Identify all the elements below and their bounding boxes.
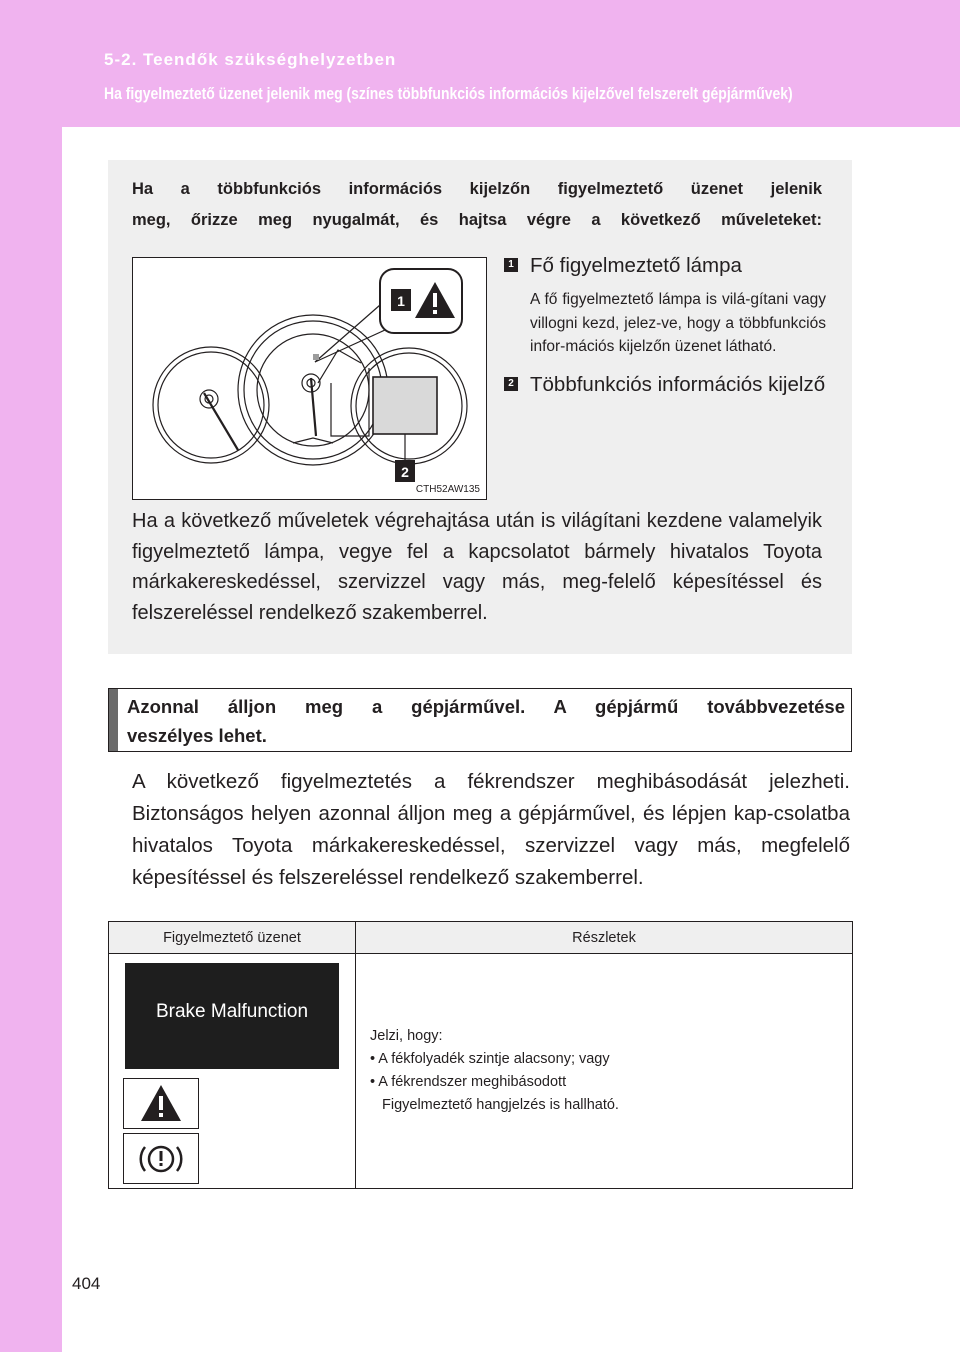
warning-accent — [109, 689, 118, 751]
details-text — [356, 1025, 852, 1117]
callout-title: Többfunkciós információs kijelző — [530, 372, 826, 396]
callout-number: 2 — [504, 377, 518, 391]
warning-triangle-icon — [123, 1078, 199, 1129]
page-header — [0, 0, 960, 127]
page-number: 404 — [72, 1274, 101, 1293]
table-row — [109, 954, 853, 1189]
warning-bar — [108, 688, 852, 752]
warning-text — [127, 692, 845, 750]
followup-paragraph: Ha a következő műveletek végrehajtása után is világítani kezdene valamelyik figyelmeztető lámpa, vegye fel a kapcsolatot bármely hivatalos Toyota márkakereskedéssel, szervizzel vagy más, meg-felelő képesítéssel és felszereléssel rendelkező szakemberrel. — [132, 510, 822, 624]
intro-line-1: Ha a többfunkciós információs kijelzőn figyelmeztető üzenet jelenik — [132, 180, 822, 198]
figure-code: CTH52AW135 — [415, 484, 480, 495]
callout-item — [504, 250, 826, 359]
display-message-text: Brake Malfunction — [155, 1001, 309, 1022]
warning-line-1: Azonnal álljon meg a gépjárművel. A gépjármű továbbvezetése — [127, 696, 845, 717]
body-paragraph: A következő figyelmeztetés a fékrendszer meghibásodását jelezheti. Biztonságos helyen azonnal álljon meg a gépjárművel, és lépjen kap-csolatba hivatalos Toyota márkakereskedéssel, szervizzel vagy más, megfelelő képesítéssel és felszereléssel rendelkező szakemberrel. — [132, 770, 850, 889]
intro-text — [132, 174, 822, 236]
instrument-cluster-figure — [132, 257, 487, 500]
callout-number: 1 — [504, 258, 518, 272]
figure-marker-2: 2 — [401, 464, 409, 480]
callout-title: Fő figyelmeztető lámpa — [530, 254, 742, 277]
message-cell — [109, 954, 356, 1189]
warning-line-2: veszélyes lehet. — [127, 725, 267, 746]
table-header-row — [109, 922, 853, 954]
column-header-details: Részletek — [356, 922, 853, 954]
callout-item — [504, 369, 826, 401]
figure-marker-1: 1 — [397, 293, 405, 309]
details-note: Figyelmeztető hangjelzés is hallható. — [382, 1097, 619, 1113]
warning-message-table — [108, 921, 853, 1189]
callout-description: A fő figyelmeztető lámpa is vilá-gítani vagy villogni kezd, jelez-ve, hogy a többfunkciós infor-mációs kijelzőn üzenet látható. — [530, 291, 826, 355]
brake-warning-icon — [123, 1133, 199, 1184]
callout-list — [504, 250, 826, 409]
details-cell — [356, 954, 853, 1189]
message-display-area — [109, 954, 355, 1188]
column-header-message: Figyelmeztető üzenet — [109, 922, 356, 954]
details-intro: Jelzi, hogy: — [370, 1028, 443, 1044]
section-title: 5-2. Teendők szükséghelyzetben — [104, 50, 397, 69]
instrument-cluster-illustration — [133, 258, 486, 499]
section-subtitle: Ha figyelmeztető üzenet jelenik meg (színes többfunkciós információs kijelzővel felszerelt gépjárművek) — [104, 84, 793, 103]
details-item: • A fékfolyadék szintje alacsony; vagy — [370, 1051, 610, 1067]
details-item: • A fékrendszer meghibásodott — [370, 1074, 567, 1090]
intro-line-2: meg, őrizze meg nyugalmát, és hajtsa végre a következő műveleteket: — [132, 211, 822, 229]
intro-box — [108, 160, 852, 654]
display-screen — [125, 963, 339, 1069]
side-margin-band — [0, 0, 62, 1352]
